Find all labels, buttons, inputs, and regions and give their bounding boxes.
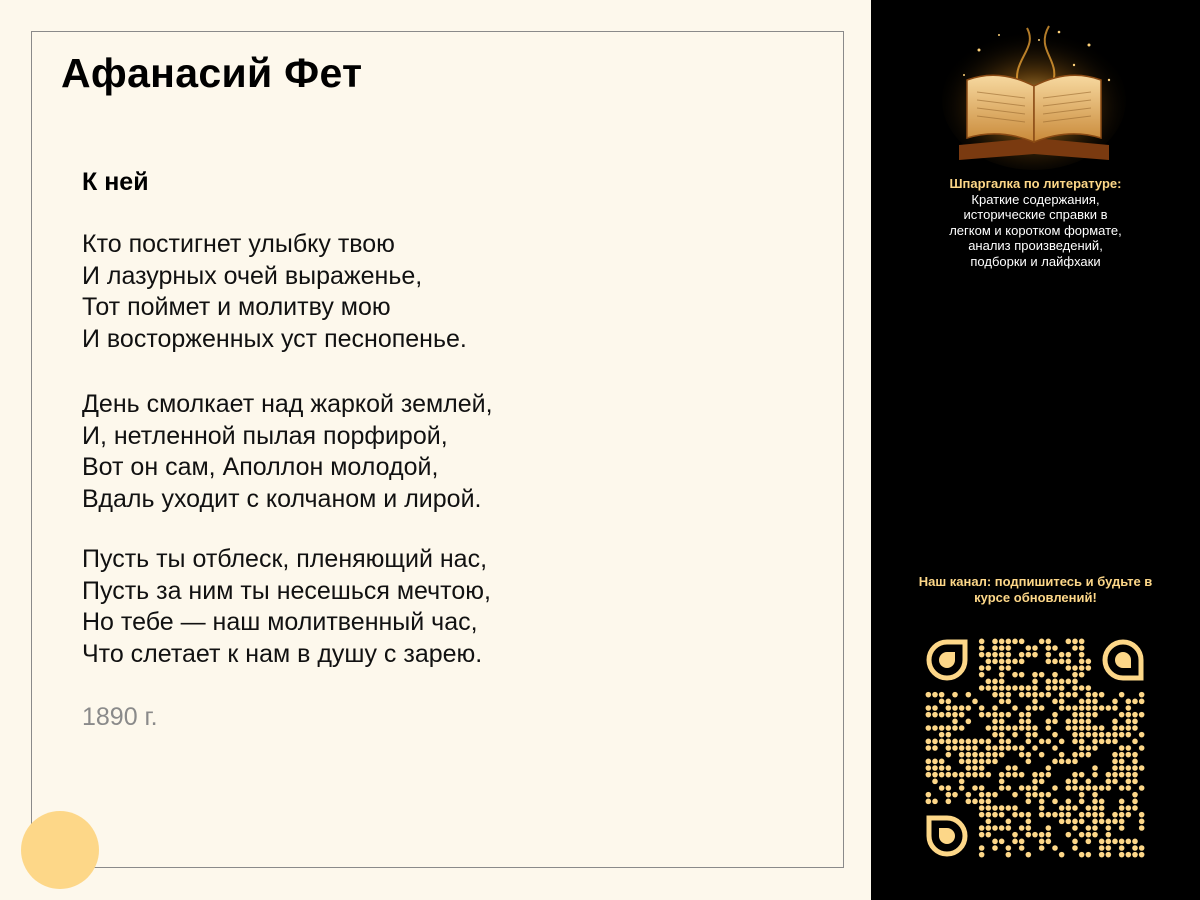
poem-line: Но тебе — наш молитвенный час, [82,608,478,636]
poem-line: Тот поймет и молитву мою [82,293,391,321]
decorative-circle [21,811,99,889]
promo-description: Краткие содержания, исторические справки в легком и коротком формате, анализ произведений, подборки и лайфхаки [949,191,1122,269]
channel-cta: Наш канал: подпишитесь и будьте в курсе обновлений! [918,574,1153,605]
poem-title: К ней [82,168,149,196]
poem-line: Пусть ты отблеск, пленяющий нас, [82,545,488,573]
promo-heading: Шпаргалка по литературе: [949,176,1122,191]
stanza-2 [82,389,493,515]
poem-line: Вдаль уходит с колчаном и лирой. [82,484,482,513]
poem-date: 1890 г. [82,703,158,731]
qr-code-icon[interactable] [925,638,1145,858]
poem-line: Вот он сам, Аполлон молодой, [82,453,439,481]
open-book-icon [939,20,1129,170]
poem-line: И лазурных очей выраженье, [82,261,423,290]
promo-sidebar [871,0,1200,900]
poem-line: День смолкает над жаркой землей, [82,390,493,418]
stanza-1 [82,229,467,355]
poem-line: И восторженных уст песнопенье. [82,324,467,353]
poem-line: Кто постигнет улыбку твою [82,230,395,258]
stanza-3 [82,544,491,670]
poem-line: Что слетает к нам в душу с зарею. [82,639,483,668]
poem-line: И, нетленной пылая порфирой, [82,421,448,450]
promo-text [941,176,1130,270]
author-name: Афанасий Фет [61,50,363,96]
poem-line: Пусть за ним ты несешься мечтою, [82,576,491,605]
